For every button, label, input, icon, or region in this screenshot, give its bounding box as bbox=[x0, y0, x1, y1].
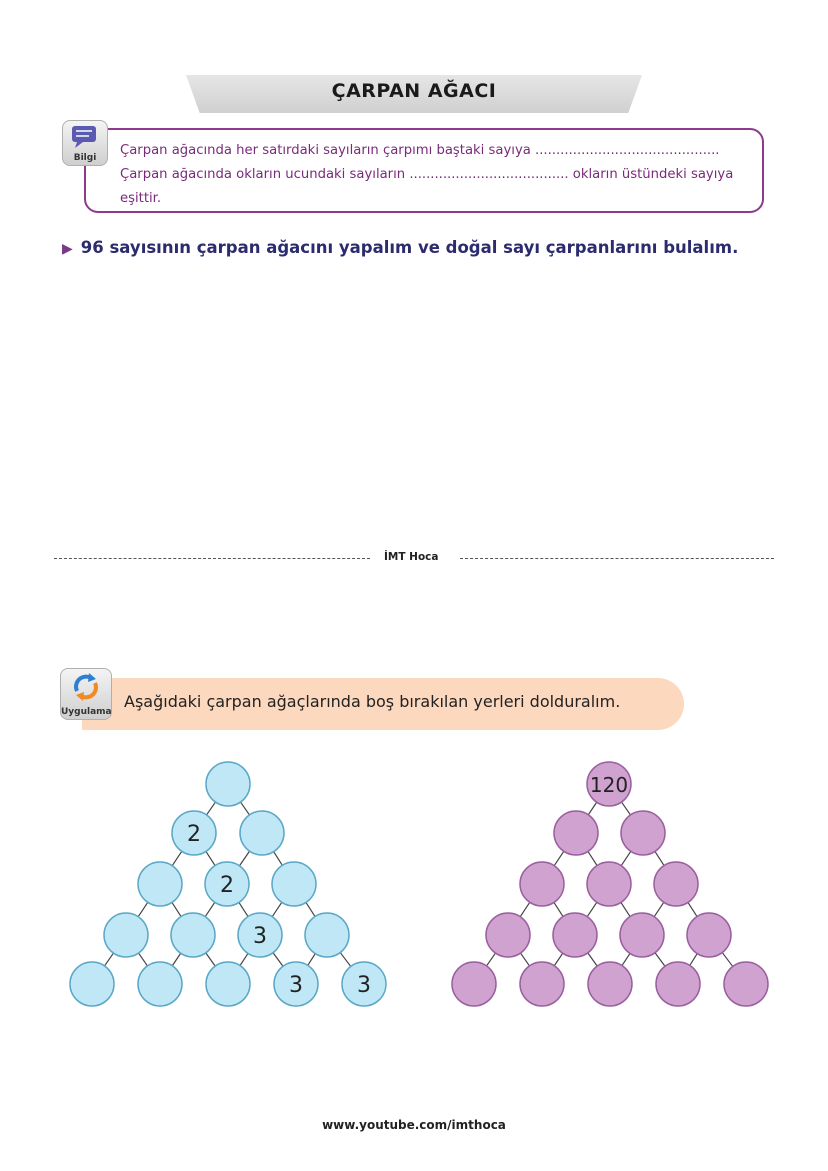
tree-connector bbox=[487, 953, 496, 966]
info-line-3: eşittir. bbox=[120, 191, 162, 206]
tree-connector bbox=[206, 851, 215, 865]
tree-connector bbox=[272, 902, 282, 916]
tree-node-value: 3 bbox=[357, 973, 371, 998]
tree-node-circle[interactable] bbox=[452, 962, 496, 1006]
tree-node-circle[interactable] bbox=[305, 913, 349, 957]
tree-node-circle[interactable] bbox=[138, 862, 182, 906]
tree-connector bbox=[239, 851, 249, 866]
tree-node-circle[interactable] bbox=[138, 962, 182, 1006]
tree-node-circle[interactable] bbox=[620, 913, 664, 957]
tree-node-circle[interactable] bbox=[654, 862, 698, 906]
footer-url: www.youtube.com/imthoca bbox=[322, 1118, 506, 1132]
tree-node-value: 2 bbox=[187, 822, 201, 847]
bullet-arrow-icon: ▶ bbox=[62, 241, 73, 257]
tree-connector bbox=[587, 902, 597, 916]
tree-connector bbox=[105, 953, 114, 966]
tree-connector bbox=[621, 902, 630, 916]
tree-node-circle[interactable] bbox=[104, 913, 148, 957]
tree-connector bbox=[554, 851, 564, 865]
tree-connector bbox=[172, 851, 182, 865]
tree-node-circle[interactable] bbox=[240, 811, 284, 855]
tree-node-circle[interactable] bbox=[520, 962, 564, 1006]
tree-connector bbox=[172, 902, 181, 916]
application-badge-label: Uygulama bbox=[61, 707, 112, 717]
tree-connector bbox=[340, 953, 350, 967]
factor-tree-right bbox=[452, 762, 768, 1006]
tree-connector bbox=[240, 953, 248, 965]
info-line-2: Çarpan ağacında okların ucundaki sayıların ...................................... okların üstündeki sayıya bbox=[120, 167, 734, 182]
tree-connector bbox=[241, 802, 250, 815]
tree-connector bbox=[588, 953, 597, 966]
tree-node-circle[interactable] bbox=[724, 962, 768, 1006]
tree-node-value: 120 bbox=[589, 773, 629, 797]
question-label: 96 sayısının çarpan ağacını yapalım ve doğal sayı çarpanlarını bulalım. bbox=[80, 238, 739, 257]
tree-node-value: 3 bbox=[289, 973, 303, 998]
factor-tree-left bbox=[70, 762, 386, 1006]
tree-connector bbox=[655, 851, 664, 865]
tree-connector bbox=[239, 902, 248, 916]
tree-connector bbox=[654, 902, 664, 916]
tree-connector bbox=[688, 902, 697, 916]
tree-connector bbox=[138, 902, 148, 916]
tree-connector bbox=[554, 902, 563, 916]
tree-connector bbox=[306, 902, 315, 916]
tree-connector bbox=[274, 852, 283, 866]
tree-node-circle[interactable] bbox=[171, 913, 215, 957]
tree-connector bbox=[622, 802, 631, 815]
info-badge-label: Bilgi bbox=[73, 153, 97, 163]
tree-node-value: 2 bbox=[220, 873, 234, 898]
tree-connector bbox=[172, 953, 180, 966]
tree-connector bbox=[205, 902, 215, 916]
tree-node-circle[interactable] bbox=[554, 811, 598, 855]
tree-node-circle[interactable] bbox=[687, 913, 731, 957]
tree-node-circle[interactable] bbox=[656, 962, 700, 1006]
tree-connector bbox=[520, 902, 530, 916]
tree-connector bbox=[722, 953, 732, 967]
tree-connector bbox=[308, 954, 315, 966]
tree-node-circle[interactable] bbox=[206, 762, 250, 806]
tree-connector bbox=[588, 802, 596, 815]
tree-node-circle[interactable] bbox=[206, 962, 250, 1006]
tree-node-value: 3 bbox=[253, 924, 267, 949]
tree-connector bbox=[588, 851, 597, 865]
tree-connector bbox=[655, 953, 665, 967]
tree-connector bbox=[139, 953, 148, 966]
tree-connector bbox=[273, 953, 283, 967]
tree-connector bbox=[206, 953, 215, 966]
tree-connector bbox=[554, 953, 562, 966]
tree-connector bbox=[621, 851, 631, 865]
page-title: ÇARPAN AĞACI bbox=[331, 80, 497, 102]
tree-node-circle[interactable] bbox=[588, 962, 632, 1006]
tree-connector bbox=[521, 953, 530, 966]
task-text: Aşağıdaki çarpan ağaçlarında boş bırakılan yerleri dolduralım. bbox=[124, 692, 621, 711]
tree-node-circle[interactable] bbox=[70, 962, 114, 1006]
tree-node-circle[interactable] bbox=[520, 862, 564, 906]
tree-connector bbox=[207, 802, 216, 815]
divider-label: İMT Hoca bbox=[384, 551, 439, 563]
tree-connector bbox=[690, 954, 697, 966]
info-line-1: Çarpan ağacında her satırdaki sayıların çarpımı baştaki sayıya ............................................ bbox=[120, 143, 720, 158]
tree-node-circle[interactable] bbox=[272, 862, 316, 906]
tree-node-circle[interactable] bbox=[486, 913, 530, 957]
tree-node-circle[interactable] bbox=[553, 913, 597, 957]
tree-node-circle[interactable] bbox=[621, 811, 665, 855]
tree-connector bbox=[622, 953, 630, 965]
tree-node-circle[interactable] bbox=[587, 862, 631, 906]
